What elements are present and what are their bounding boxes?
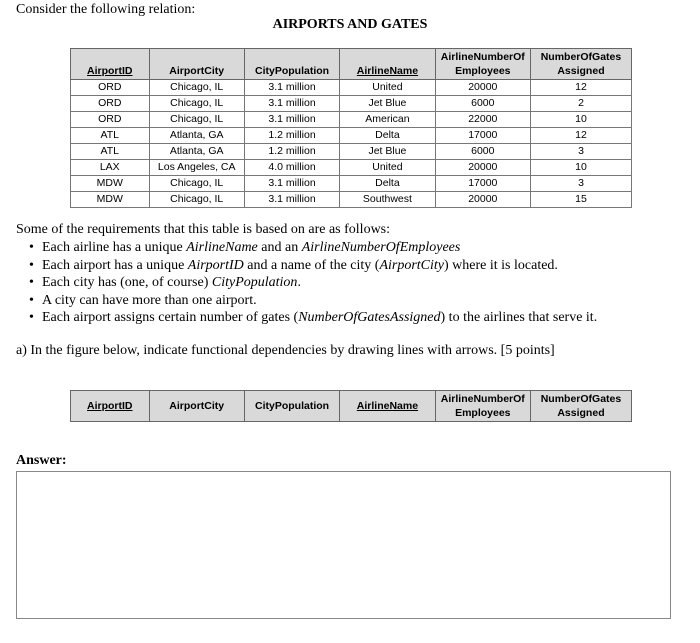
- cell-airport-city: Chicago, IL: [149, 112, 244, 128]
- cell-airport-city: Chicago, IL: [149, 96, 244, 112]
- header-gates-assigned: NumberOfGates Assigned: [530, 49, 631, 80]
- cell-airline-employees: 17000: [435, 128, 530, 144]
- cell-gates-assigned: 10: [530, 112, 631, 128]
- table-row: [71, 192, 632, 208]
- dependency-header-row: [71, 391, 632, 422]
- cell-airline-name: United: [340, 80, 435, 96]
- cell-airline-employees: 22000: [435, 112, 530, 128]
- requirement-item: • Each airport assigns certain number of gates (NumberOfGatesAssigned) to the airlines that serve it.: [16, 309, 597, 327]
- cell-airline-name: Delta: [340, 128, 435, 144]
- cell-airline-employees: 17000: [435, 176, 530, 192]
- requirement-item: • A city can have more than one airport.: [16, 292, 597, 310]
- requirements-list: [16, 239, 597, 327]
- cell-airline-name: Jet Blue: [340, 144, 435, 160]
- cell-gates-assigned: 12: [530, 80, 631, 96]
- cell-airline-name: American: [340, 112, 435, 128]
- cell-airport-id: MDW: [71, 176, 150, 192]
- cell-city-population: 1.2 million: [244, 128, 339, 144]
- table-row: [71, 160, 632, 176]
- question-text: a) In the figure below, indicate functional dependencies by drawing lines with arrows. [5 points]: [16, 343, 555, 358]
- cell-airline-employees: 6000: [435, 144, 530, 160]
- table-row: [71, 128, 632, 144]
- answer-label: Answer:: [16, 453, 67, 468]
- table-row: [71, 80, 632, 96]
- fd-gates-assigned: NumberOfGates Assigned: [530, 391, 631, 422]
- cell-gates-assigned: 10: [530, 160, 631, 176]
- cell-airline-employees: 6000: [435, 96, 530, 112]
- cell-airline-name: Jet Blue: [340, 96, 435, 112]
- cell-airport-id: ORD: [71, 80, 150, 96]
- cell-airline-name: United: [340, 160, 435, 176]
- requirement-item: • Each city has (one, of course) CityPopulation.: [16, 274, 597, 292]
- cell-gates-assigned: 15: [530, 192, 631, 208]
- cell-airport-city: Chicago, IL: [149, 176, 244, 192]
- requirement-item: • Each airport has a unique AirportID and a name of the city (AirportCity) where it is located.: [16, 257, 597, 275]
- relation-title: AIRPORTS AND GATES: [272, 17, 428, 32]
- cell-airport-city: Chicago, IL: [149, 80, 244, 96]
- cell-airport-city: Chicago, IL: [149, 192, 244, 208]
- cell-city-population: 3.1 million: [244, 80, 339, 96]
- dependency-diagram-header: [70, 390, 632, 422]
- table-row: [71, 176, 632, 192]
- requirements-intro: Some of the requirements that this table is based on are as follows:: [16, 222, 391, 237]
- cell-gates-assigned: 12: [530, 128, 631, 144]
- header-airport-city: AirportCity: [149, 49, 244, 80]
- cell-city-population: 4.0 million: [244, 160, 339, 176]
- cell-airport-id: LAX: [71, 160, 150, 176]
- cell-airline-employees: 20000: [435, 192, 530, 208]
- answer-box[interactable]: [16, 471, 671, 619]
- cell-airport-city: Atlanta, GA: [149, 128, 244, 144]
- cell-gates-assigned: 3: [530, 144, 631, 160]
- cell-city-population: 1.2 million: [244, 144, 339, 160]
- requirement-item: • Each airline has a unique AirlineName and an AirlineNumberOfEmployees: [16, 239, 597, 257]
- fd-airport-city: AirportCity: [149, 391, 244, 422]
- table-row: [71, 96, 632, 112]
- header-airline-employees: AirlineNumberOf Employees: [435, 49, 530, 80]
- cell-airport-id: ATL: [71, 144, 150, 160]
- table-row: [71, 144, 632, 160]
- cell-city-population: 3.1 million: [244, 96, 339, 112]
- cell-airline-employees: 20000: [435, 80, 530, 96]
- cell-city-population: 3.1 million: [244, 112, 339, 128]
- table-row: [71, 112, 632, 128]
- cell-airline-employees: 20000: [435, 160, 530, 176]
- fd-airline-name: AirlineName: [340, 391, 435, 422]
- header-airline-name: AirlineName: [340, 49, 435, 80]
- cell-airport-id: ORD: [71, 96, 150, 112]
- cell-airline-name: Southwest: [340, 192, 435, 208]
- header-city-population: CityPopulation: [244, 49, 339, 80]
- intro-text: Consider the following relation:: [16, 2, 196, 17]
- cell-airport-id: MDW: [71, 192, 150, 208]
- cell-airport-city: Los Angeles, CA: [149, 160, 244, 176]
- header-airport-id: AirportID: [71, 49, 150, 80]
- cell-airport-city: Atlanta, GA: [149, 144, 244, 160]
- cell-city-population: 3.1 million: [244, 176, 339, 192]
- cell-gates-assigned: 3: [530, 176, 631, 192]
- fd-city-population: CityPopulation: [244, 391, 339, 422]
- relation-table: [70, 48, 632, 208]
- cell-airport-id: ATL: [71, 128, 150, 144]
- fd-airport-id: AirportID: [71, 391, 150, 422]
- relation-header-row: [71, 49, 632, 80]
- cell-gates-assigned: 2: [530, 96, 631, 112]
- cell-airport-id: ORD: [71, 112, 150, 128]
- fd-airline-employees: AirlineNumberOf Employees: [435, 391, 530, 422]
- cell-city-population: 3.1 million: [244, 192, 339, 208]
- cell-airline-name: Delta: [340, 176, 435, 192]
